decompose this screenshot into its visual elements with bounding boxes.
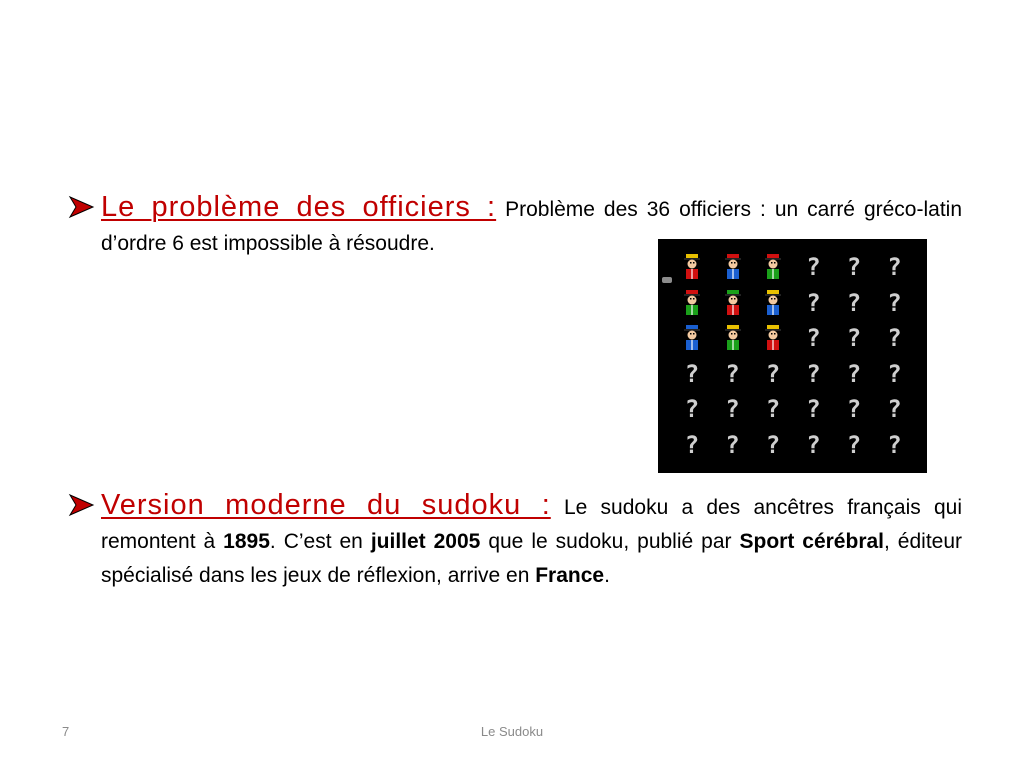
footer-title: Le Sudoku (480, 724, 544, 739)
unknown-cell: ? (765, 395, 781, 423)
officer-icon (718, 252, 748, 282)
unknown-cell: ? (725, 395, 740, 423)
unknown-cell: ? (846, 324, 862, 352)
unknown-cell: ? (684, 395, 700, 423)
officer-icon (758, 288, 788, 318)
officer-icon (677, 288, 707, 318)
officer-icon (677, 323, 707, 353)
grid-speck (662, 277, 672, 283)
unknown-cell: ? (806, 430, 821, 459)
unknown-cell: ? (765, 430, 781, 459)
unknown-cell: ? (887, 324, 902, 352)
sudoku-text-part: Sport cérébral (739, 530, 884, 553)
unknown-cell: ? (806, 395, 821, 423)
unknown-cell: ? (765, 359, 781, 388)
unknown-cell: ? (846, 253, 862, 281)
arrow-bullet-icon (66, 490, 96, 520)
sudoku-text-part: juillet 2005 (370, 530, 481, 553)
sudoku-text-part: 1895 (223, 530, 270, 553)
unknown-cell: ? (725, 359, 740, 388)
sudoku-text-part: , éditeur spécialisé dans les jeux de réflexion, arrive en (101, 530, 963, 587)
officer-icon (718, 288, 748, 318)
unknown-cell: ? (725, 430, 740, 459)
unknown-cell: ? (887, 359, 902, 388)
unknown-cell: ? (846, 288, 862, 317)
unknown-cell: ? (846, 395, 862, 423)
unknown-cell: ? (684, 430, 700, 459)
unknown-cell: ? (684, 359, 700, 388)
officer-icon (677, 252, 707, 282)
arrow-bullet-icon (66, 192, 96, 222)
heading-officers: Le problème des officiers : (101, 191, 497, 223)
unknown-cell: ? (887, 253, 902, 281)
unknown-cell: ? (887, 288, 902, 317)
unknown-cell: ? (806, 324, 821, 352)
unknown-cell: ? (806, 288, 821, 317)
sudoku-text-part: que le sudoku, publié par (480, 530, 740, 553)
unknown-cell: ? (887, 430, 902, 459)
officer-icon (758, 323, 788, 353)
page-number: 7 (62, 724, 70, 739)
officer-grid (658, 239, 927, 473)
unknown-cell: ? (806, 359, 821, 388)
bullet-sudoku (66, 488, 962, 593)
unknown-cell: ? (887, 395, 902, 423)
unknown-cell: ? (846, 359, 862, 388)
unknown-cell: ? (846, 430, 862, 459)
bullet-sudoku-text (101, 488, 962, 593)
sudoku-text-part: Le sudoku a des ancêtres français qui remontent à (101, 496, 962, 553)
heading-sudoku: Version moderne du sudoku : (101, 489, 551, 521)
unknown-cell: ? (806, 253, 821, 281)
sudoku-text-part: . (604, 564, 610, 587)
sudoku-text-part: France (535, 564, 605, 587)
officer-icon (758, 252, 788, 282)
officers-body: Problème des 36 officiers : un carré gréco-latin d’ordre 6 est impossible à résoudre. (101, 198, 963, 255)
sudoku-text-part: . C’est en (269, 530, 371, 553)
officer-icon (718, 323, 748, 353)
